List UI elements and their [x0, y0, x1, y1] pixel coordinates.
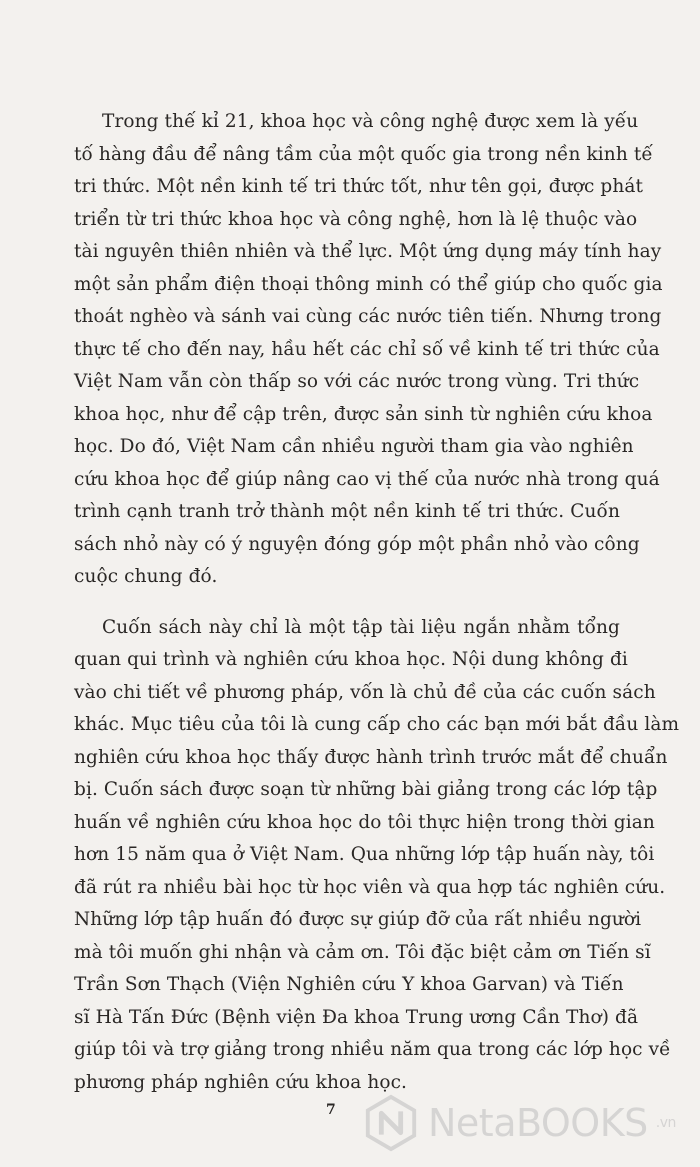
watermark-brand: NetaBOOKS	[428, 1101, 648, 1145]
netabooks-watermark	[362, 1088, 692, 1158]
paragraph	[74, 612, 680, 1100]
text-line: bị. Cuốn sách được soạn từ những bài giảng trong các lớp tập	[74, 779, 658, 800]
text-line: một sản phẩm điện thoại thông minh có thể giúp cho quốc gia	[74, 273, 663, 295]
text-line: Trần Sơn Thạch (Viện Nghiên cứu Y khoa Garvan) và Tiến	[74, 974, 624, 995]
text-line: Những lớp tập huấn đó được sự giúp đỡ của rất nhiều người	[74, 909, 642, 930]
text-line: tài nguyên thiên nhiên và thể lực. Một ứng dụng máy tính hay	[74, 241, 662, 262]
text-line: sĩ Hà Tấn Đức (Bệnh viện Đa khoa Trung ương Cần Thơ) đã	[74, 1006, 639, 1028]
text-line: triển từ tri thức khoa học và công nghệ, hơn là lệ thuộc vào	[74, 208, 638, 230]
paragraph	[74, 106, 663, 594]
text-line: Trong thế kỉ 21, khoa học và công nghệ được xem là yếu	[102, 111, 639, 132]
netabooks-logo-icon	[362, 1094, 420, 1152]
body-text	[74, 106, 680, 1099]
text-line: tri thức. Một nền kinh tế tri thức tốt, như tên gọi, được phát	[74, 176, 644, 197]
text-line: Cuốn sách này chỉ là một tập tài liệu ngắn nhằm tổng	[102, 616, 620, 638]
text-line: Việt Nam vẫn còn thấp so với các nước trong vùng. Tri thức	[74, 371, 640, 392]
text-line: cuộc chung đó.	[74, 566, 218, 587]
page-number: 7	[326, 1102, 336, 1118]
text-line: trình cạnh tranh trở thành một nền kinh tế tri thức. Cuốn	[74, 501, 620, 522]
watermark-suffix: .vn	[655, 1115, 676, 1131]
text-line: hơn 15 năm qua ở Việt Nam. Qua những lớp tập huấn này, tôi	[74, 844, 655, 865]
text-line: mà tôi muốn ghi nhận và cảm ơn. Tôi đặc biệt cảm ơn Tiến sĩ	[74, 941, 651, 963]
text-line: cứu khoa học để giúp nâng cao vị thế của nước nhà trong quá	[74, 468, 660, 490]
text-line: sách nhỏ này có ý nguyện đóng góp một phần nhỏ vào công	[74, 533, 640, 555]
text-line: đã rút ra nhiều bài học từ học viên và qua hợp tác nghiên cứu.	[74, 876, 666, 898]
text-line: khác. Mục tiêu của tôi là cung cấp cho các bạn mới bắt đầu làm	[74, 714, 680, 735]
text-line: giúp tôi và trợ giảng trong nhiều năm qua trong các lớp học về	[74, 1039, 671, 1060]
text-line: quan qui trình và nghiên cứu khoa học. Nội dung không đi	[74, 649, 628, 670]
text-line: thực tế cho đến nay, hầu hết các chỉ số về kinh tế tri thức của	[74, 338, 660, 360]
text-line: khoa học, như để cập trên, được sản sinh từ nghiên cứu khoa	[74, 403, 653, 425]
text-line: phương pháp nghiên cứu khoa học.	[74, 1071, 408, 1093]
text-line: huấn về nghiên cứu khoa học do tôi thực hiện trong thời gian	[74, 811, 655, 833]
text-line: thoát nghèo và sánh vai cùng các nước tiên tiến. Nhưng trong	[74, 306, 662, 327]
text-line: tố hàng đầu để nâng tầm của một quốc gia trong nền kinh tế	[74, 143, 653, 165]
text-line: nghiên cứu khoa học thấy được hành trình trước mắt để chuẩn	[74, 746, 668, 768]
text-line: học. Do đó, Việt Nam cần nhiều người tham gia vào nghiên	[74, 436, 634, 457]
paragraph-gap	[74, 594, 620, 612]
text-line: vào chi tiết về phương pháp, vốn là chủ đề của các cuốn sách	[74, 681, 656, 703]
